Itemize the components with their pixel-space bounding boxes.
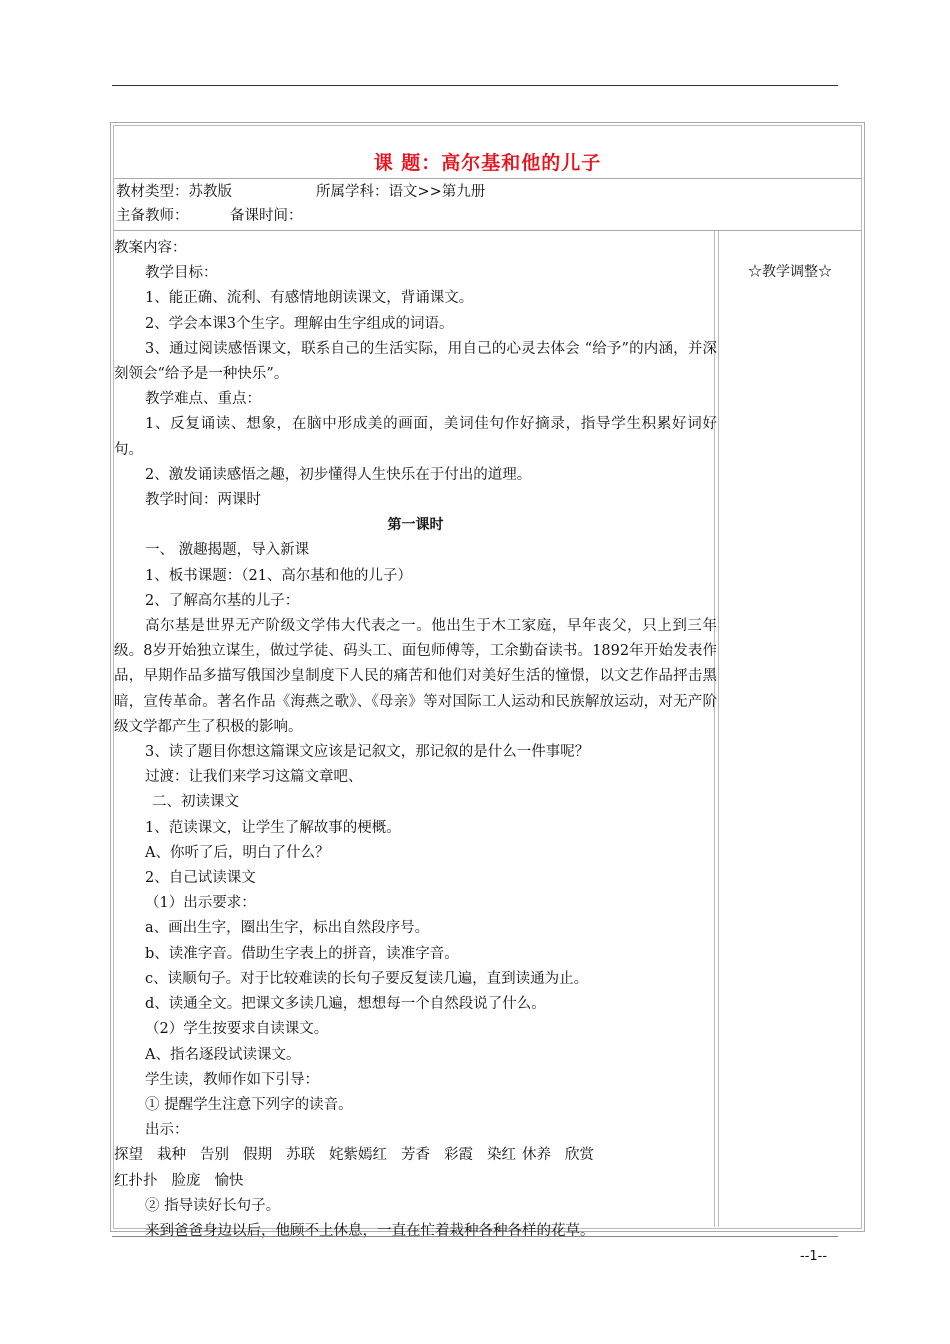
- vocab-word: 脸庞: [171, 1172, 201, 1189]
- vocab-word: 姹紫嫣红: [329, 1147, 387, 1164]
- textbook-type: 教材类型：苏教版: [116, 184, 232, 200]
- vocab-word: 假期: [243, 1147, 272, 1164]
- content-line: ② 指导读好长句子。: [145, 1197, 281, 1214]
- footer-rule: [112, 1236, 838, 1237]
- vocab-list: [114, 1169, 717, 1194]
- section-heading: 一、 激趣揭题，导入新课: [145, 542, 310, 559]
- content-line: 1、范读课文，让学生了解故事的梗概。: [145, 819, 401, 836]
- lead-teacher: 主备教师：: [116, 208, 189, 224]
- content-line: 1、能正确、流利、有感情地朗读课文，背诵课文。: [145, 290, 474, 307]
- content-line: a、画出生字，圈出生字，标出自然段序号。: [145, 920, 430, 937]
- lesson-title: 课 题：高尔基和他的儿子: [373, 152, 602, 174]
- content-line: （2）学生按要求自读课文。: [145, 1021, 329, 1038]
- vocab-word: 告别: [200, 1147, 229, 1164]
- content-line: 2、激发诵读感悟之趣，初步懂得人生快乐在于付出的道理。: [145, 466, 532, 483]
- content-line: 2、自己试读课文: [145, 870, 256, 887]
- content-line: c、读顺句子。对于比较难读的长句子要反复读几遍，直到读通为止。: [145, 970, 589, 987]
- content-line: 教学时间：两课时: [145, 492, 261, 509]
- section-heading: 教学难点、重点：: [145, 391, 261, 408]
- content-line: 2、了解高尔基的儿子：: [145, 592, 300, 609]
- content-line: 学生读，教师作如下引导：: [145, 1071, 319, 1088]
- content-line: ① 提醒学生注意下列字的读音。: [145, 1096, 353, 1113]
- lesson-content: [114, 236, 717, 1244]
- header-rule: [112, 85, 838, 86]
- content-line: 3、读了题目你想这篇课文应该是记叙文，那记叙的是什么一件事呢？: [145, 744, 590, 761]
- content-line: 出示：: [145, 1122, 189, 1139]
- content-line: 2、学会本课3个生字。理解由生字组成的词语。: [145, 315, 454, 332]
- vocab-word: 栽种: [157, 1147, 186, 1164]
- title-row: [114, 126, 861, 179]
- vocab-word: 探望: [114, 1147, 143, 1164]
- content-heading: 教案内容：: [114, 240, 187, 256]
- vocab-word: 染红: [487, 1147, 516, 1164]
- meta-row: [114, 180, 861, 231]
- content-line: （1）出示要求：: [145, 895, 256, 912]
- adjustment-title: ☆教学调整☆: [748, 264, 832, 280]
- prep-date: 备课时间：: [230, 208, 303, 224]
- content-line: A、指名逐段试读课文。: [145, 1046, 301, 1063]
- vocab-list: [114, 1143, 717, 1168]
- page-number: --1--: [800, 1249, 828, 1264]
- vocab-word: 愉快: [214, 1172, 244, 1189]
- section-heading: 教学目标：: [145, 265, 218, 282]
- vocab-word: 彩霞: [444, 1147, 473, 1164]
- content-line: 过渡：让我们来学习这篇文章吧、: [145, 769, 363, 786]
- content-paragraph: 3、通过阅读感悟课文，联系自己的生活实际，用自己的心灵去体会 “给予”的内涵，并深刻领会“给予是一种快乐”。: [114, 340, 717, 383]
- content-line: 来到爸爸身边以后，他顾不上休息，一直在忙着栽种各种各样的花草。: [145, 1222, 595, 1239]
- vocab-word: 红扑扑: [114, 1172, 158, 1189]
- content-paragraph: 高尔基是世界无产阶级文学伟大代表之一。他出生于木工家庭，早年丧父，只上到三年级。8岁开始独立谋生，做过学徒、码头工、面包师傅等，工余勤奋读书。1892年开始发表作品，早期作品多描写俄国沙皇制度下人民的痛苦和他们对美好生活的憧憬，以文艺作品抨击黑暗，宣传革命。著名作品《海燕之歌》、《母亲》等对国际工人运动和民族解放运动，对无产阶级文学都产生了积极的影响。: [114, 618, 717, 735]
- adjustment-cell: [718, 231, 861, 1227]
- content-line: A、你听了后，明白了什么？: [145, 844, 330, 861]
- vocab-word: 休养: [522, 1147, 551, 1164]
- vocab-word: 芳香: [401, 1147, 430, 1164]
- content-line: d、读通全文。把课文多读几遍，想想每一个自然段说了什么。: [145, 996, 546, 1013]
- content-line: 1、板书课题：（21、高尔基和他的儿子）: [145, 567, 412, 584]
- vocab-word: 欣赏: [565, 1147, 594, 1164]
- vocab-word: 苏联: [286, 1147, 315, 1164]
- lesson-period-heading: 第一课时: [387, 517, 444, 534]
- subject: 所属学科：语文>>第九册: [316, 184, 486, 200]
- content-line: b、读准字音。借助生字表上的拼音，读准字音。: [145, 945, 459, 962]
- content-paragraph: 1、反复诵读、想象，在脑中形成美的画面，美词佳句作好摘录，指导学生积累好词好句。: [114, 416, 717, 458]
- section-heading: 二、初读课文: [152, 794, 239, 811]
